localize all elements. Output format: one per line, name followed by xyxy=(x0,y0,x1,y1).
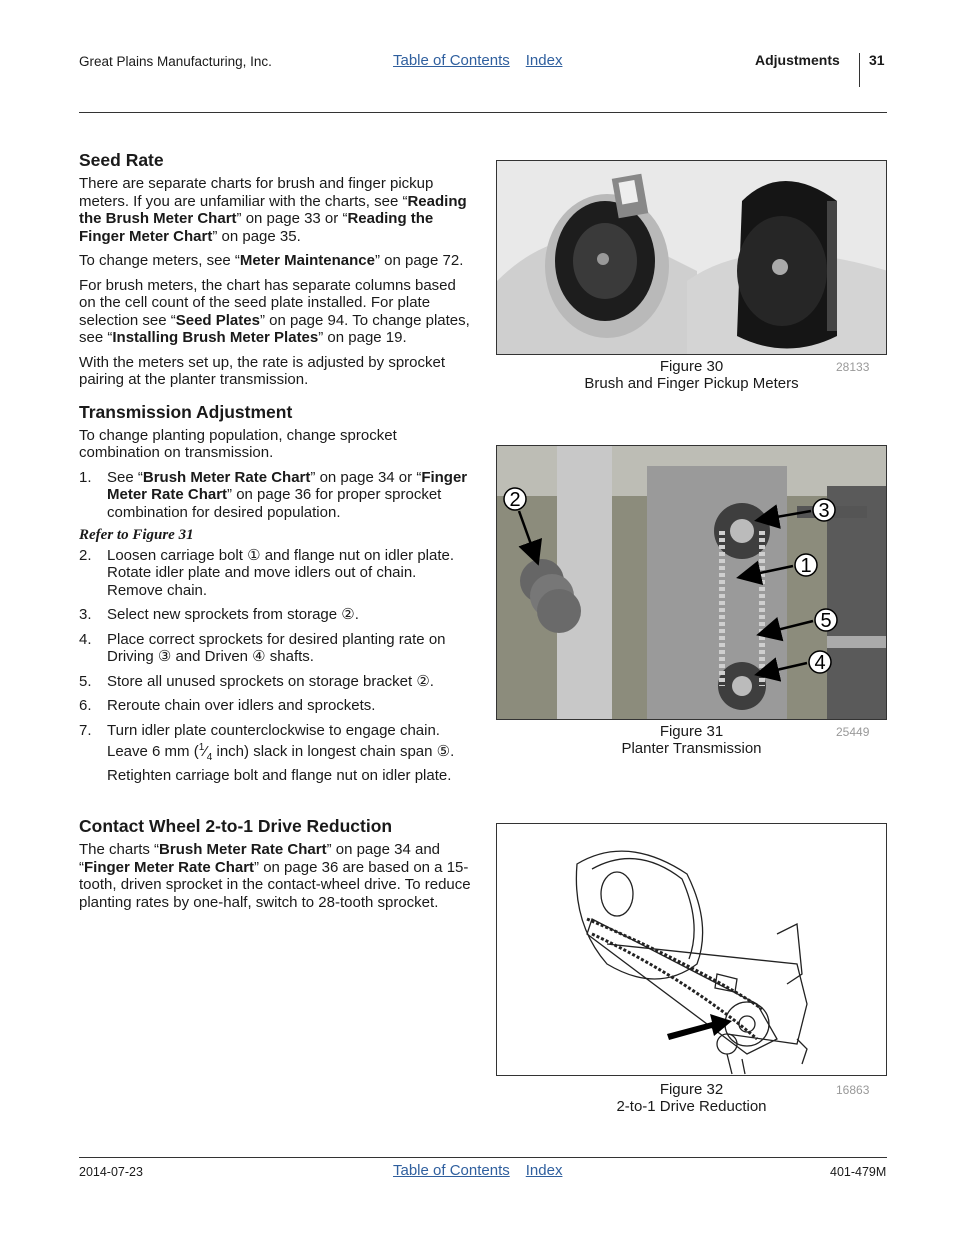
header-index-link[interactable]: Index xyxy=(525,52,563,69)
footer-doc-number: 401-479M xyxy=(830,1165,887,1179)
left-column-top xyxy=(79,150,474,791)
figure-30-caption: Figure 30 Brush and Finger Pickup Meters xyxy=(584,358,799,392)
step-6: 6. Reroute chain over idlers and sprockets. xyxy=(79,697,376,714)
callout-2 xyxy=(504,488,537,561)
figure-31-caption: Figure 31 Planter Transmission xyxy=(621,723,762,757)
callout-3 xyxy=(759,499,835,522)
company-name: Great Plains Manufacturing, Inc. xyxy=(79,54,272,69)
footer-index-link[interactable]: Index xyxy=(525,1162,563,1179)
header-rule xyxy=(79,112,887,113)
transmission-intro: To change planting population, change sprocket combination on transmission. xyxy=(79,426,397,461)
seed-rate-paragraph-2: To change meters, see “Meter Maintenance” on page 72. xyxy=(79,252,464,269)
figure-30-number: 28133 xyxy=(836,360,870,374)
svg-text:5: 5 xyxy=(820,610,832,632)
step-3: 3. Select new sprockets from storage ②. xyxy=(79,606,359,623)
step-1: 1. See “Brush Meter Rate Chart” on page 34 or “Finger Meter Rate Chart” on page 36 for proper sprocket combination for desired population. xyxy=(79,468,468,521)
figure-31-number: 25449 xyxy=(836,725,870,739)
transmission-steps-cont xyxy=(79,547,474,785)
step-2: 2. Loosen carriage bolt ① and flange nut on idler plate. Rotate idler plate and move idlers out of chain. Remove chain. xyxy=(79,546,455,599)
svg-text:3: 3 xyxy=(818,500,830,522)
figure-31-image xyxy=(496,445,887,720)
figure-31-callouts xyxy=(497,446,887,720)
svg-text:1: 1 xyxy=(800,555,812,577)
seed-rate-heading: Seed Rate xyxy=(79,150,164,170)
callout-5 xyxy=(761,609,837,634)
transmission-steps xyxy=(79,469,474,522)
contact-wheel-heading: Contact Wheel 2-to-1 Drive Reduction xyxy=(79,816,393,836)
section-title: Adjustments xyxy=(755,52,840,68)
footer-nav xyxy=(393,1162,562,1180)
seed-rate-paragraph-1: There are separate charts for brush and finger pickup meters. If you are unfamiliar with the charts, see “Reading the Brush Meter Chart” on page 33 or “Reading the Finger Meter Chart” on page 35. xyxy=(79,175,467,245)
header-toc-link[interactable]: Table of Contents xyxy=(393,52,510,69)
contact-wheel-paragraph: The charts “Brush Meter Rate Chart” on page 34 and “Finger Meter Rate Chart” on page 36 are based on a 15-tooth, driven sprocket in the contact-wheel drive. To reduce planting rates by one-half, switch to 28-tooth sprocket. xyxy=(79,841,471,911)
footer-rule xyxy=(79,1157,887,1158)
transmission-heading: Transmission Adjustment xyxy=(79,401,293,422)
callout-1 xyxy=(741,554,817,577)
footer-date: 2014-07-23 xyxy=(79,1165,143,1179)
svg-text:2: 2 xyxy=(509,489,521,511)
contact-wheel-section xyxy=(79,816,474,918)
figure-30-image xyxy=(496,160,887,355)
step-7: 7. Turn idler plate counterclockwise to engage chain. Leave 6 mm ($^1⁄_4$ inch) slack in longest chain span ⑤. Retighten carriage bolt and flange nut on idler plate. xyxy=(79,721,455,784)
meters-photo xyxy=(497,161,887,355)
header-nav xyxy=(393,52,562,70)
header-divider xyxy=(859,53,860,87)
figure-32-caption: Figure 32 2-to-1 Drive Reduction xyxy=(616,1081,767,1115)
seed-rate-paragraph-3: For brush meters, the chart has separate columns based on the cell count of the seed plate installed. For plate selection see “Seed Plates” on page 94. To change plates, see “Installing Brush Meter Plates” on page 19. xyxy=(79,276,470,346)
footer-toc-link[interactable]: Table of Contents xyxy=(393,1162,510,1179)
refer-to-figure: Refer to Figure 31 xyxy=(79,527,194,543)
figure-32-image xyxy=(496,823,887,1076)
drive-reduction-drawing xyxy=(497,824,887,1076)
page-number: 31 xyxy=(869,52,885,68)
figure-32-number: 16863 xyxy=(836,1083,870,1097)
step-5: 5. Store all unused sprockets on storage bracket ②. xyxy=(79,672,434,690)
step-4: 4. Place correct sprockets for desired planting rate on Driving ③ and Driven ④ shafts. xyxy=(79,630,446,665)
callout-4 xyxy=(759,651,831,674)
seed-rate-paragraph-4: With the meters set up, the rate is adjusted by sprocket pairing at the planter transmission. xyxy=(79,353,446,388)
svg-text:4: 4 xyxy=(814,652,826,674)
